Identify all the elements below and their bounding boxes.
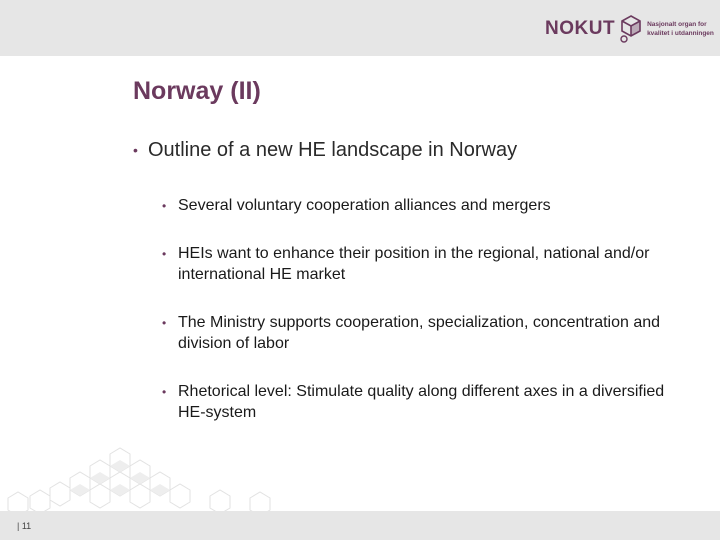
logo-tagline-line-2: kvalitet i utdanningen	[647, 30, 714, 37]
logo-tagline-line-1: Nasjonalt organ for	[647, 21, 707, 28]
sub-bullet-item	[162, 312, 672, 354]
sub-bullet-text: Several voluntary cooperation alliances and mergers	[178, 197, 551, 214]
decorative-cube-pattern	[0, 440, 300, 512]
sub-bullet-text: The Ministry supports cooperation, specialization, concentration and division of labor	[178, 314, 661, 352]
footer-band	[0, 511, 720, 540]
bullet-icon: •	[162, 385, 167, 399]
nokut-logo	[545, 12, 714, 46]
bullet-icon: •	[162, 316, 167, 330]
slide-title: Norway (II)	[133, 77, 261, 105]
sub-bullet-text: Rhetorical level: Stimulate quality along different axes in a diversified HE-system	[178, 383, 665, 421]
cube-logo-icon	[619, 14, 643, 44]
main-bullet-item	[133, 139, 693, 162]
sub-bullet-item	[162, 195, 672, 217]
main-bullet-text: Outline of a new HE landscape in Norway	[148, 139, 518, 161]
sub-bullet-text: HEIs want to enhance their position in the regional, national and/or international HE market	[178, 245, 650, 283]
bullet-icon: •	[162, 199, 167, 213]
sub-bullet-item	[162, 381, 672, 423]
logo-wordmark: NOKUT	[545, 18, 616, 39]
bullet-icon: •	[162, 247, 167, 261]
bullet-icon: •	[133, 142, 138, 158]
page-number: | 11	[17, 521, 32, 531]
logo-tagline	[647, 20, 714, 38]
sub-bullet-item	[162, 243, 672, 285]
